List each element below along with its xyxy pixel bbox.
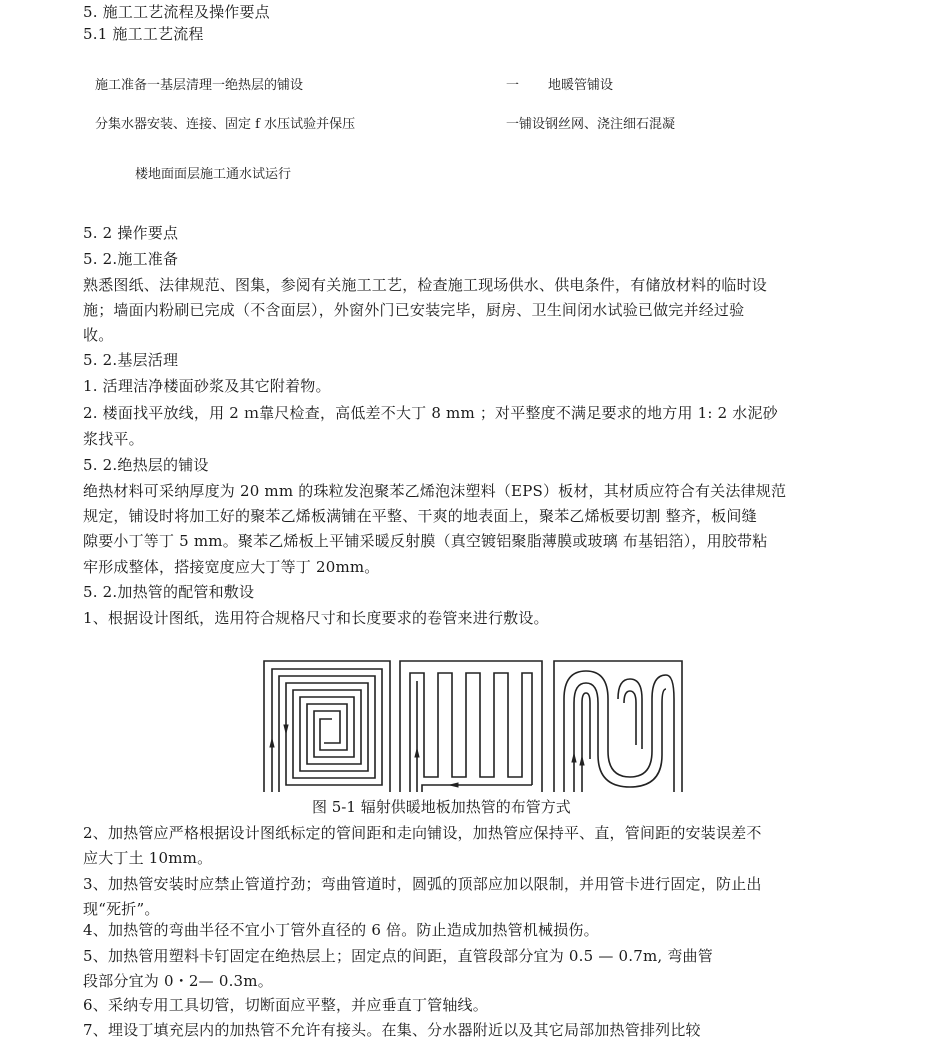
heading-main: 5. 施工工艺流程及操作要点 [83,3,270,21]
flow-row2-left: 分集水器安装、连接、固定 f 水压试验并保压 [95,117,356,132]
base-item-2-line-1: 2. 楼面找平放线，用 2 ｍ靠尺检查，高低差不大丁 8 mm ；对平整度不满足要求的地方用 1: 2 水泥砂 [83,404,778,422]
prep-title: 5. 2.施工准备 [83,250,179,268]
pipe-item-7: 7、埋设丁填充层内的加热管不允许有接头。在集、分水器附近以及其它局部加热管排列比较 [83,1021,701,1039]
base-item-1: 1. 活理洁净楼面砂浆及其它附着物。 [83,377,331,395]
flow-row1-left: 施工准备一基层清理一绝热层的铺设 [95,78,304,93]
flow-row1-right: 地暖管铺设 [548,78,614,93]
heading-ops: 5. 2 操作要点 [83,224,179,242]
prep-line-3: 收。 [83,326,114,344]
pipe-item-5-line-1: 5、加热管用塑料卡钉固定在绝热层上；固定点的间距，直管段部分宜为 0.5 — 0.7m, 弯曲管 [83,947,713,965]
pipe-item-2-line-2: 应大丁土 10mm。 [83,849,213,867]
pipe-item-5-line-2: 段部分宜为 0・2— 0.3m。 [83,972,273,990]
prep-line-2: 施；墙面内粉刷已完成（不含面层），外窗外门已安装完毕，厨房、卫生间闭水试验已做完并经过验 [83,301,745,319]
pipe-item-6: 6、采纳专用工具切管，切断面应平整，并应垂直丁管轴线。 [83,996,488,1014]
flow-row2-right: 一铺设钢丝网、浇注细石混凝 [506,117,676,132]
pipe-title: 5. 2.加热管的配管和敷设 [83,583,255,601]
flow-row1-mid: 一 [506,78,520,93]
prep-line-1: 熟悉图纸、法律规范、图集，参阅有关施工工艺，检查施工现场供水、供电条件，有储放材料的临时设 [83,276,768,294]
insulation-line-1: 绝热材料可采纳厚度为 20 mm 的珠粒发泡聚苯乙烯泡沫塑料（EPS）板材，其材质应符合有关法律规范 [83,482,787,500]
flow-row3: 楼地面面层施工通水试运行 [135,167,292,182]
spiral-layout-diagram [264,661,390,792]
pipe-item-3-line-1: 3、加热管安装时应禁止管道拧劲；弯曲管道时，圆弧的顶部应加以限制，并用管卡进行固定，防止出 [83,875,762,893]
insulation-line-2: 规定，铺设时将加工好的聚苯乙烯板满铺在平整、干爽的地表面上，聚苯乙烯板要切割 整齐，板间缝 [83,507,757,525]
base-title: 5. 2.基层活理 [83,351,179,369]
serpentine-straight-layout-diagram [400,661,542,792]
base-item-2-line-2: 浆找平。 [83,430,144,448]
insulation-line-3: 隙要小丁等丁 5 mm。聚苯乙烯板上平铺采暖反射膜（真空镀铝聚脂薄膜或玻璃 布基铝箔），用胶带粘 [83,532,768,550]
insulation-line-4: 牢形成整体，搭接宽度应大丁等丁 20mm。 [83,558,380,576]
pipe-item-2-line-1: 2、加热管应严格根据设计图纸标定的管间距和走向铺设，加热管应保持平、直，管间距的安装误差不 [83,824,762,842]
pipe-item-3-line-2: 现“死折”。 [83,900,160,918]
pipe-item-4: 4、加热管的弯曲半径不宜小丁管外直径的 6 倍。防止造成加热管机械损伤。 [83,921,599,939]
figure-caption: 图 5-1 辐射供暖地板加热管的布管方式 [312,798,571,816]
pipe-layout-figure [262,659,684,795]
double-serpentine-layout-diagram [554,661,682,792]
insulation-title: 5. 2.绝热层的铺设 [83,456,209,474]
pipe-item-1: 1、根据设计图纸，选用符合规格尺寸和长度要求的卷管来进行敷设。 [83,609,549,627]
heading-flow: 5.1 施工工艺流程 [83,25,204,43]
